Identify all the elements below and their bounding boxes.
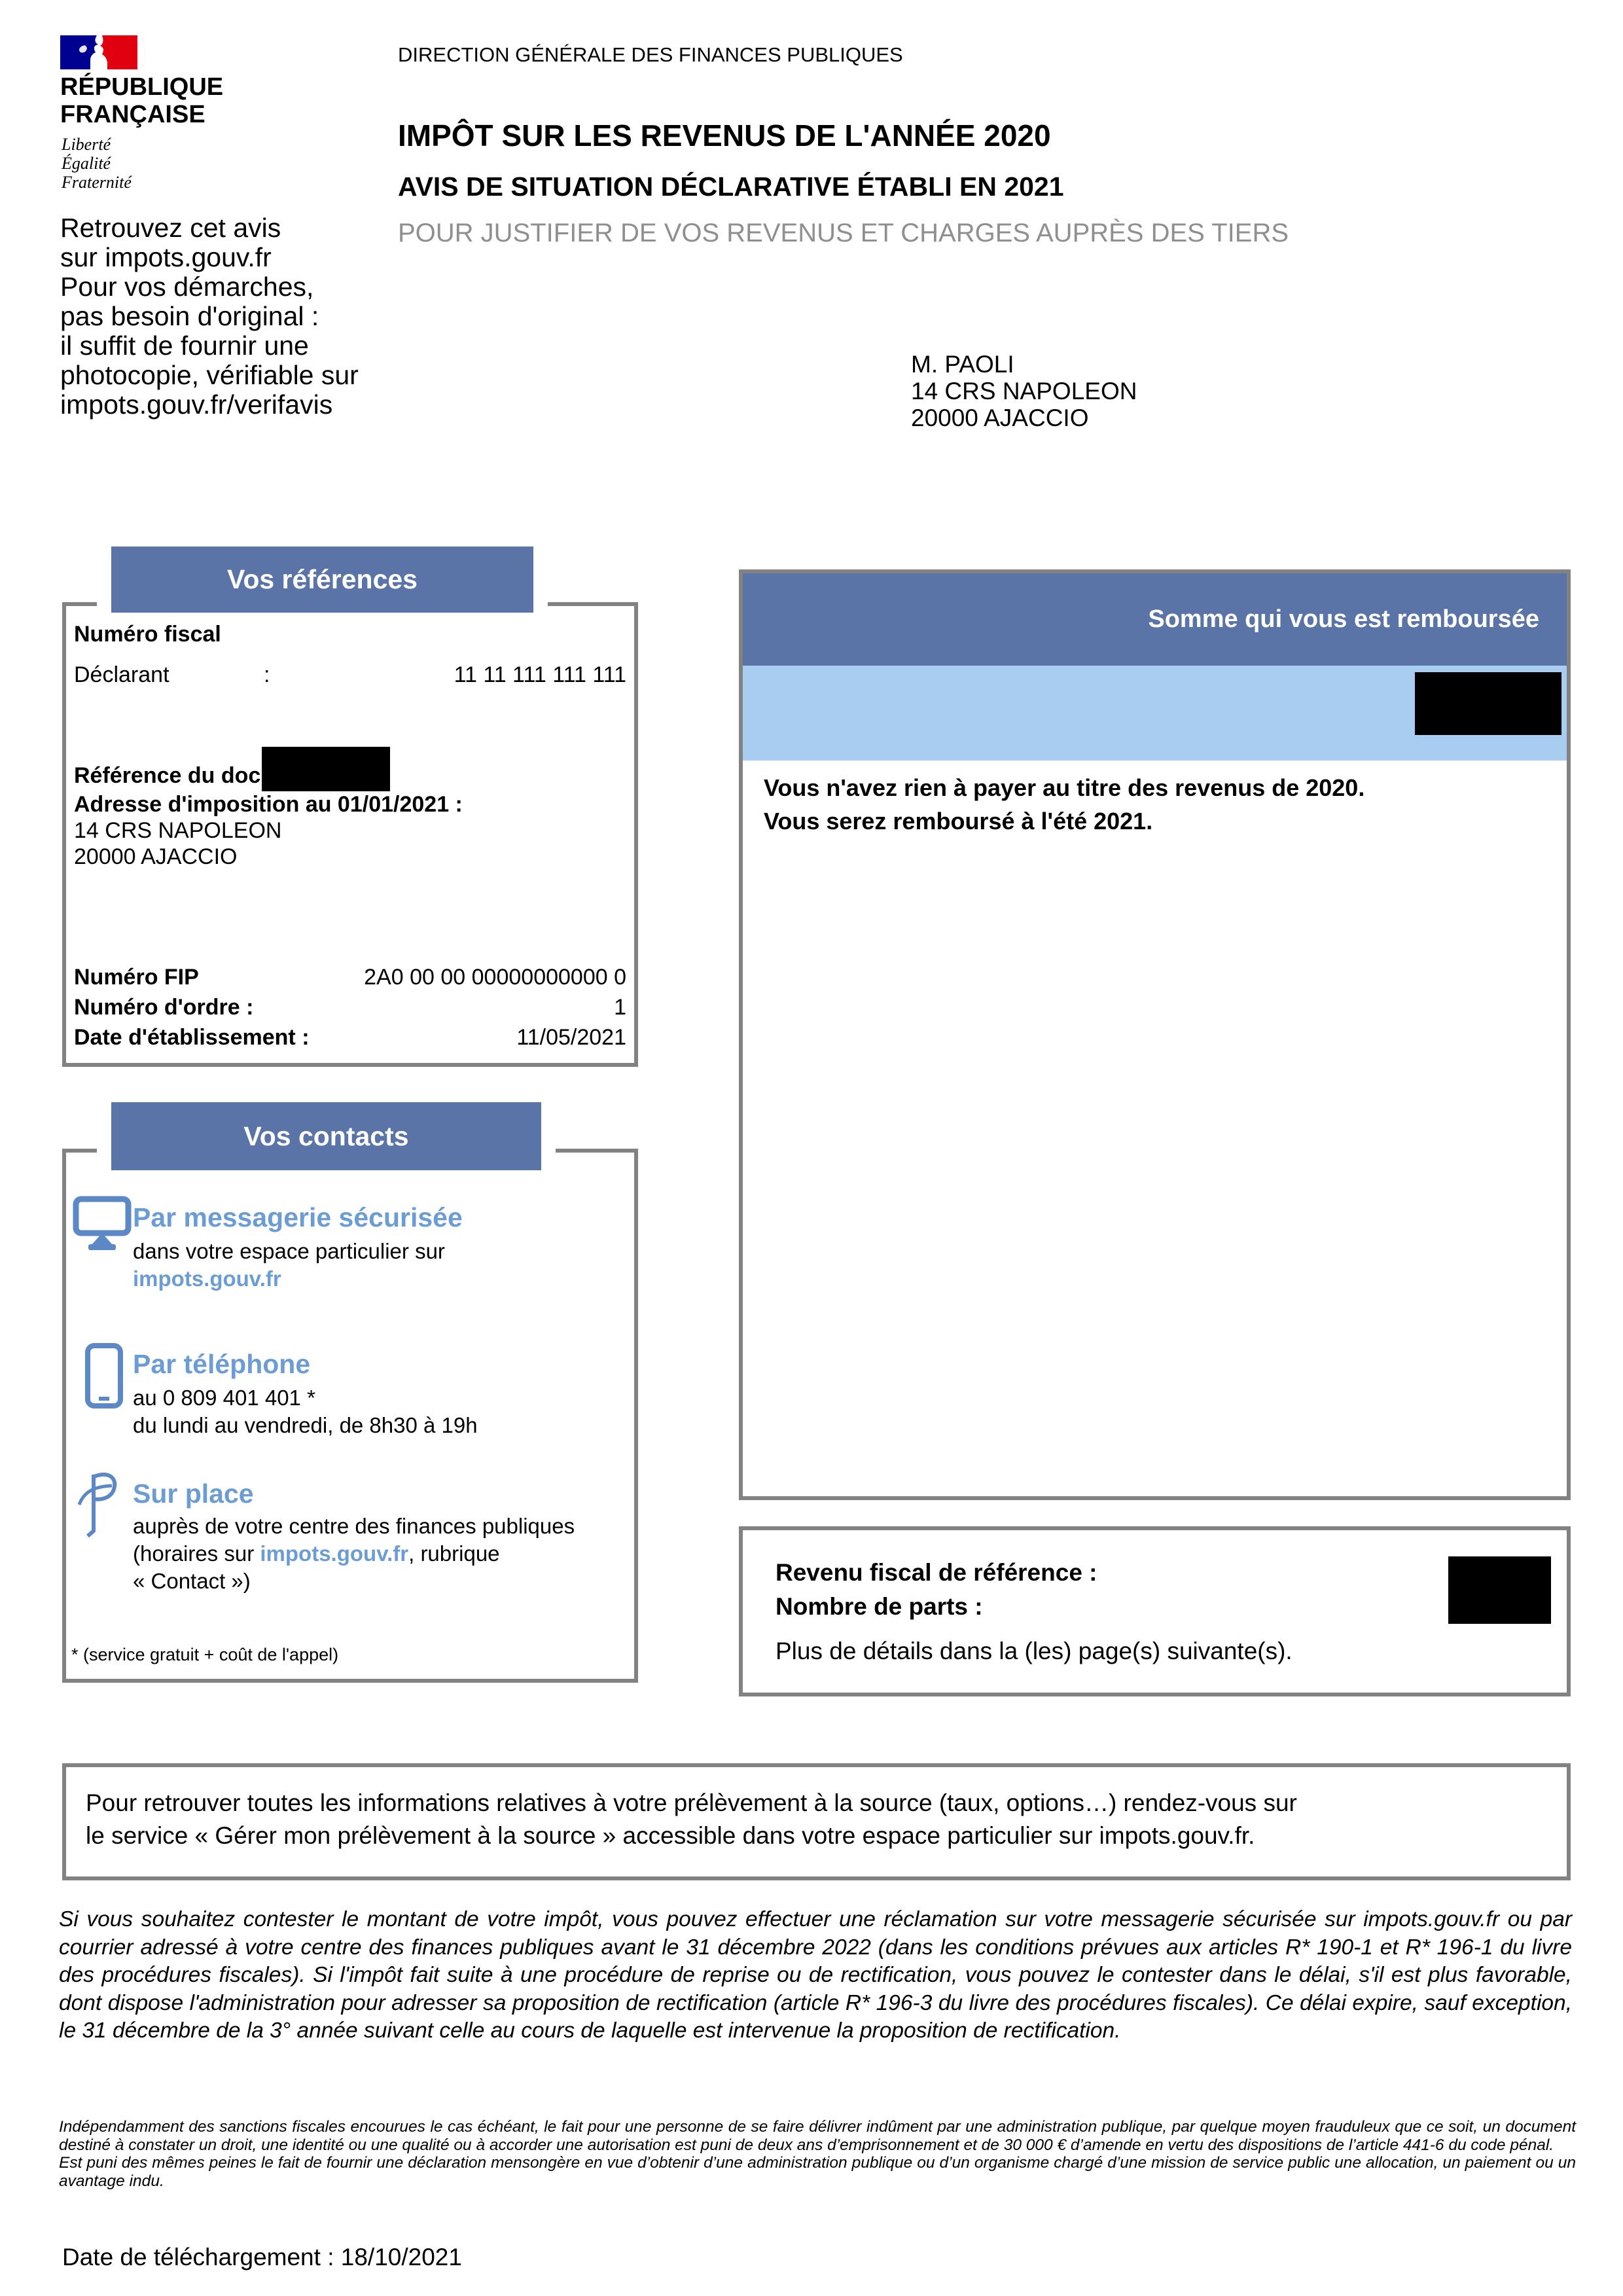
impots-gouv-link: impots.gouv.fr [133, 1266, 281, 1291]
verifavis-notice [60, 213, 359, 420]
telephone-heading: Par téléphone [133, 1349, 311, 1379]
fip-number-label: Numéro FIP [74, 965, 199, 990]
computer-monitor-icon [73, 1196, 132, 1252]
withholding-banner-line: Pour retrouver toutes les informations relatives à votre prélèvement à la source (taux, options…) rendez-vous sur [86, 1789, 1297, 1816]
document-purpose: POUR JUSTIFIER DE VOS REVENUS ET CHARGES AUPRÈS DES TIERS [398, 219, 1289, 247]
order-number-label: Numéro d'ordre : [74, 995, 254, 1020]
download-date-line [62, 2244, 462, 2271]
establishment-date-value: 11/05/2021 [516, 1025, 626, 1050]
reference-income-label: Revenu fiscal de référence : [776, 1559, 1097, 1586]
refund-message-line: Vous n'avez rien à payer au titre des revenus de 2020. [764, 774, 1365, 801]
contacts-box [62, 1149, 638, 1683]
redacted-reference-income [1448, 1556, 1551, 1624]
declarant-label: Déclarant [74, 662, 169, 687]
notice-line: il suffit de fournir une [60, 331, 309, 361]
contest-legal-paragraph: Si vous souhaitez contester le montant de votre impôt, vous pouvez effectuer une réclamation sur votre messagerie sécurisée sur impots.gouv.fr ou par courrier adressé à votre centre des finances publiques avant le 31 décembre 2022 (dans les conditions prévues aux articles R* 190-1 et R* 196-1 du livre des procédures fiscales). Si l'impôt fait suite à une procédure de reprise ou de rectification, vous pouvez le contester dans le délai, s'il est plus favorable, dont dispose l'administration pour adresser sa proposition de rectification (article R* 196-3 du livre des procédures fiscales). Ce délai expire, sauf exception, le 31 décembre de la 3° année suivant celle au cours de laquelle est intervenue la proposition de rectification. [59, 1907, 1572, 2043]
secure-messaging-text: dans votre espace particulier sur [133, 1239, 445, 1263]
reference-income-box [739, 1526, 1571, 1696]
motto: Liberté Égalité Fraternité [62, 135, 132, 192]
more-details-note: Plus de détails dans la (les) page(s) suivante(s). [776, 1638, 1293, 1664]
numero-fiscal-label: Numéro fiscal [74, 622, 221, 647]
order-number-value: 1 [614, 995, 626, 1020]
french-republic-flag-logo [60, 35, 137, 69]
document-title: IMPÔT SUR LES REVENUS DE L'ANNÉE 2020 [398, 118, 1051, 152]
document-subtitle: AVIS DE SITUATION DÉCLARATIVE ÉTABLI EN 2021 [398, 171, 1064, 202]
on-site-office-icon [74, 1471, 122, 1540]
declarant-colon: : [264, 662, 270, 687]
telephone-hours: du lundi au vendredi, de 8h30 à 19h [133, 1413, 478, 1437]
phone-icon [84, 1342, 124, 1409]
on-site-heading: Sur place [133, 1479, 254, 1509]
withholding-tax-banner [62, 1763, 1571, 1880]
fip-number-value: 2A0 00 00 00000000000 0 [364, 965, 626, 990]
fraud-legal-paragraphs [59, 2118, 1576, 2190]
notice-line: sur impots.gouv.fr [60, 242, 272, 272]
recipient-address-line: 14 CRS NAPOLEON [911, 378, 1137, 404]
notice-line: pas besoin d'original : [60, 301, 319, 331]
on-site-text-line: auprès de votre centre des finances publiques [133, 1514, 575, 1538]
recipient-name: M. PAOLI [911, 351, 1014, 378]
on-site-text-post: , rubrique [408, 1541, 500, 1566]
refund-box-title: Somme qui vous est remboursée [743, 573, 1567, 666]
refund-amount-band [743, 666, 1567, 761]
parts-count-label: Nombre de parts : [776, 1593, 983, 1620]
administration-name: DIRECTION GÉNÉRALE DES FINANCES PUBLIQUES [398, 43, 903, 66]
notice-line: Pour vos démarches, [60, 272, 314, 302]
fraud-paragraph: Est puni des mêmes peines le fait de fournir une déclaration mensongère en vue d’obtenir d’une administration publique ou d’un organisme chargé d’une mission de service public une allocation, un paiement ou un avantage indu. [59, 2154, 1576, 2190]
refund-box [739, 569, 1571, 1500]
republique-francaise-wordmark: RÉPUBLIQUE FRANÇAISE [60, 73, 224, 128]
refund-message [743, 761, 1567, 838]
download-date-label: Date de téléchargement : [62, 2244, 334, 2270]
imposition-address-label: Adresse d'imposition au 01/01/2021 : [74, 792, 463, 817]
download-date-value: 18/10/2021 [340, 2244, 462, 2270]
on-site-text-pre: (horaires sur [133, 1541, 260, 1566]
notice-line: photocopie, vérifiable sur [60, 360, 359, 390]
secure-messaging-heading: Par messagerie sécurisée [133, 1202, 463, 1232]
redacted-refund-amount [1415, 672, 1561, 735]
references-box [62, 602, 638, 1067]
withholding-banner-line: le service « Gérer mon prélèvement à la source » accessible dans votre espace particulier sur impots.gouv.fr. [86, 1822, 1255, 1849]
recipient-address-block [911, 351, 1137, 431]
contacts-box-title: Vos contacts [97, 1102, 556, 1170]
document-reference-label: Référence du document : [74, 763, 342, 788]
fraud-paragraph: Indépendamment des sanctions fiscales encourues le cas échéant, le fait pour une personne de se faire délivrer indûment par une administration publique, par quelque moyen frauduleux que ce soit, un document destiné à constater un droit, une identité ou une qualité ou à accorder une autorisation est puni de deux ans d’emprisonnement et de 30 000 € d’amende en vertu des dispositions de l’article 441-6 du code pénal. [59, 2118, 1576, 2154]
references-box-title: Vos références [97, 547, 548, 613]
notice-line: impots.gouv.fr/verifavis [60, 389, 333, 420]
imposition-address-line: 20000 AJACCIO [74, 844, 238, 869]
establishment-date-label: Date d'établissement : [74, 1025, 310, 1050]
impots-gouv-link: impots.gouv.fr [260, 1541, 409, 1566]
on-site-text-line [133, 1541, 500, 1566]
call-cost-footnote: * (service gratuit + coût de l'appel) [71, 1645, 339, 1664]
telephone-number: au 0 809 401 401 * [133, 1386, 315, 1410]
recipient-address-line: 20000 AJACCIO [911, 404, 1089, 431]
on-site-text-line: « Contact ») [133, 1569, 251, 1593]
notice-line: Retrouvez cet avis [60, 213, 281, 243]
refund-message-line: Vous serez remboursé à l'été 2021. [764, 808, 1153, 834]
declarant-fiscal-number: 11 11 111 111 111 [454, 662, 626, 687]
imposition-address-line: 14 CRS NAPOLEON [74, 818, 282, 843]
